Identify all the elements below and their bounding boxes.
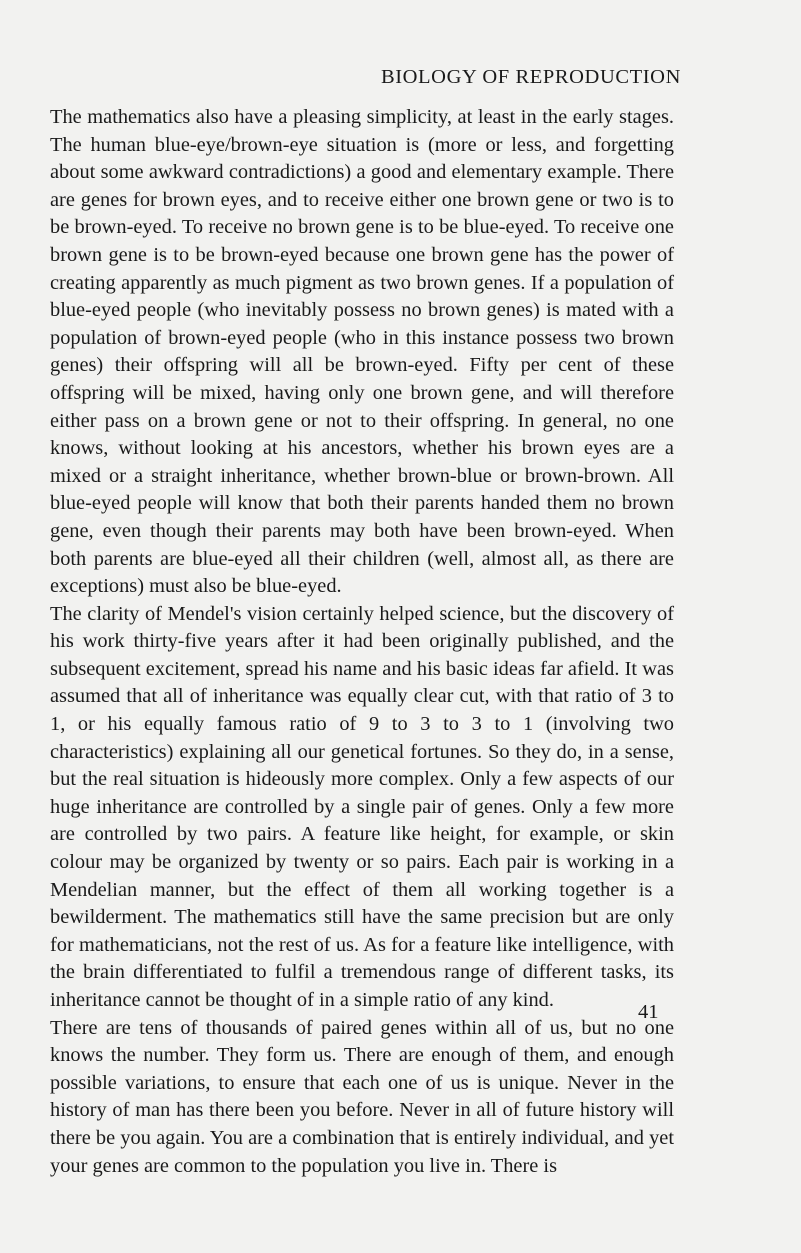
paragraph-1: The mathematics also have a pleasing simplicity, at least in the early stages. The human blue-eye/brown-eye situation is (more or less, and forgetting about some awkward contradictions) a good and elementary example. There are genes for brown eyes, and to receive either one brown gene or two is to be brown-eyed. To receive no brown gene is to be blue-eyed. To receive one brown gene is to be brown-eyed because one brown gene has the power of creating apparently as much pigment as two brown genes. If a population of blue-eyed people (who inevitably possess no brown genes) is mated with a population of brown-eyed people (who in this instance possess two brown genes) their offspring will all be brown-eyed. Fifty per cent of these offspring will be mixed, having only one brown gene, and will therefore either pass on a brown gene or not to their offspring. In general, no one knows, without looking at his ancestors, whether his brown eyes are a mixed or a straight inheritance, whether brown-blue or brown-brown. All blue-eyed people will know that both their parents handed them no brown gene, even though their parents may both have been brown-eyed. When both parents are blue-eyed all their children (well, almost all, as there are exceptions) must also be blue-eyed.	[50, 106, 674, 598]
page-number: 41	[638, 1001, 659, 1023]
paragraph-3: There are tens of thousands of paired genes within all of us, but no one knows the number. They form us. There are enough of them, and enough possible variations, to ensure that each one of us is unique. Never in the history of man has there been you before. Never in all of future history will there be you again. You are a combination that is entirely individual, and yet your genes are common to the population you live in. There is	[50, 1016, 674, 1177]
paragraph-2: The clarity of Mendel's vision certainly helped science, but the discovery of his work thirty-five years after it had been originally published, and the subsequent excitement, spread his name and his basic ideas far afield. It was assumed that all of inheritance was equally clear cut, with that ratio of 3 to 1, or his equally famous ratio of 9 to 3 to 3 to 1 (involving two characteristics) explaining all our genetical fortunes. So they do, in a sense, but the real situation is hideously more complex. Only a few aspects of our huge inheritance are controlled by a single pair of genes. Only a few more are controlled by two pairs. A feature like height, for example, or skin colour may be organized by twenty or so pairs. Each pair is working in a Mendelian manner, but the effect of them all working together is a bewilderment. The mathematics still have the same precision but are only for mathematicians, not the rest of us. As for a feature like intelligence, with the brain differentiated to fulfil a tremendous range of different tasks, its inheritance cannot be thought of in a simple ratio of any kind.	[50, 602, 674, 1011]
body-text	[50, 104, 674, 1180]
running-head: BIOLOGY OF REPRODUCTION	[380, 66, 681, 88]
